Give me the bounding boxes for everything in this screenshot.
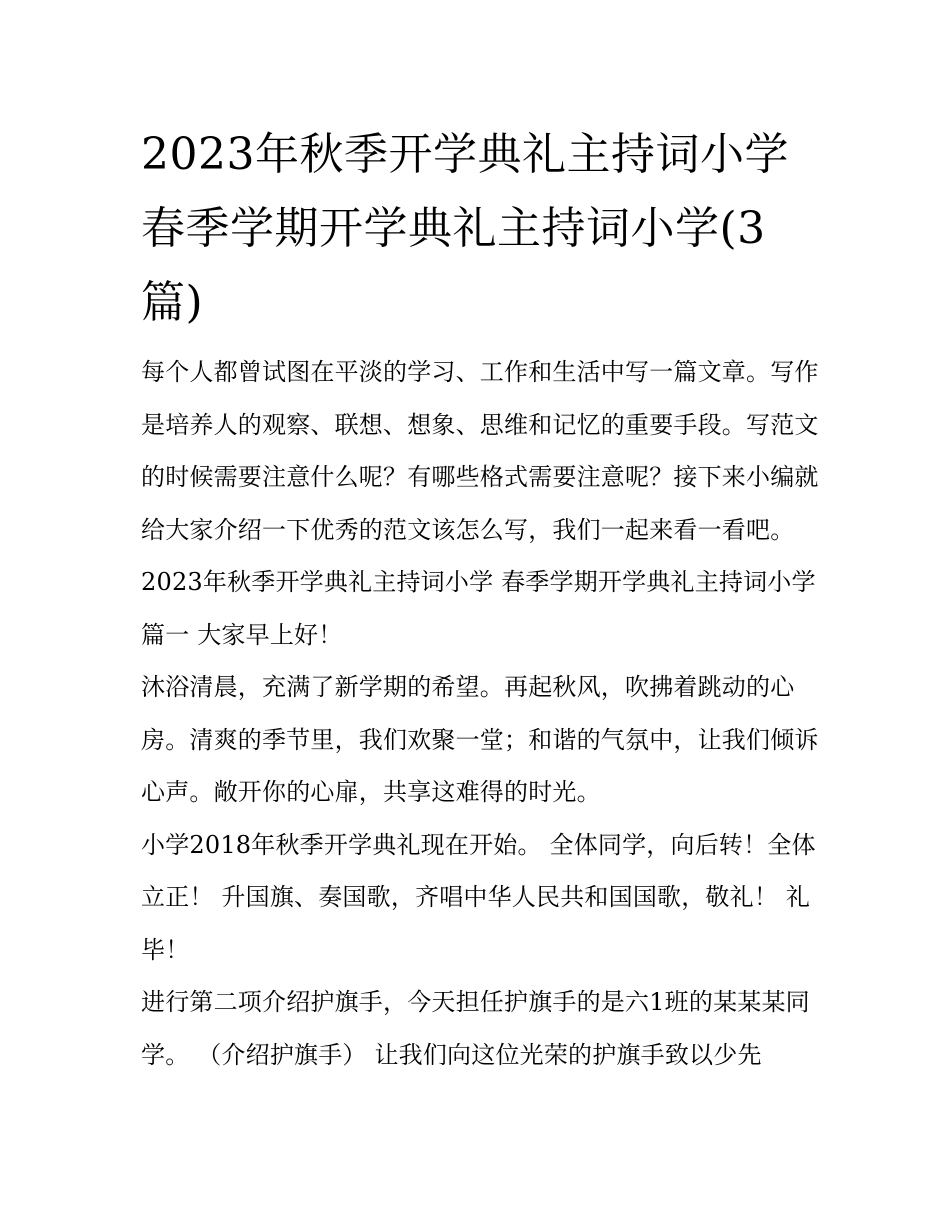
intro-paragraph: 每个人都曾试图在平淡的学习、工作和生活中写一篇文章。写作是培养人的观察、联想、想象、思维和记忆的重要手段。写范文的时候需要注意什么呢？有哪些格式需要注意呢？接下来小编就给大家介绍一下优秀的范文该怎么写，我们一起来看一看吧。 bbox=[141, 358, 819, 544]
opening-paragraph: 沐浴清晨，充满了新学期的希望。再起秋风，吹拂着跳动的心房。清爽的季节里，我们欢聚一堂；和谐的气氛中，让我们倾诉心声。敞开你的心扉，共享这难得的时光。 bbox=[141, 673, 819, 806]
section-heading-paragraph: 2023年秋季开学典礼主持词小学 春季学期开学典礼主持词小学篇一 大家早上好！ bbox=[141, 568, 816, 649]
ceremony-start-paragraph: 小学2018年秋季开学典礼现在开始。 全体同学，向后转！全体立正！ 升国旗、奏国歌，齐唱中华人民共和国国歌，敬礼！ 礼毕！ bbox=[141, 830, 816, 964]
document-body bbox=[141, 346, 821, 1081]
document-title: 2023年秋季开学典礼主持词小学 春季学期开学典礼主持词小学(3篇) bbox=[141, 129, 789, 328]
flag-guard-paragraph: 进行第二项介绍护旗手，今天担任护旗手的是六1班的某某某同学。 （介绍护旗手） 让我们向这位光荣的护旗手致以少先 bbox=[141, 988, 810, 1069]
document-page bbox=[141, 118, 821, 1081]
